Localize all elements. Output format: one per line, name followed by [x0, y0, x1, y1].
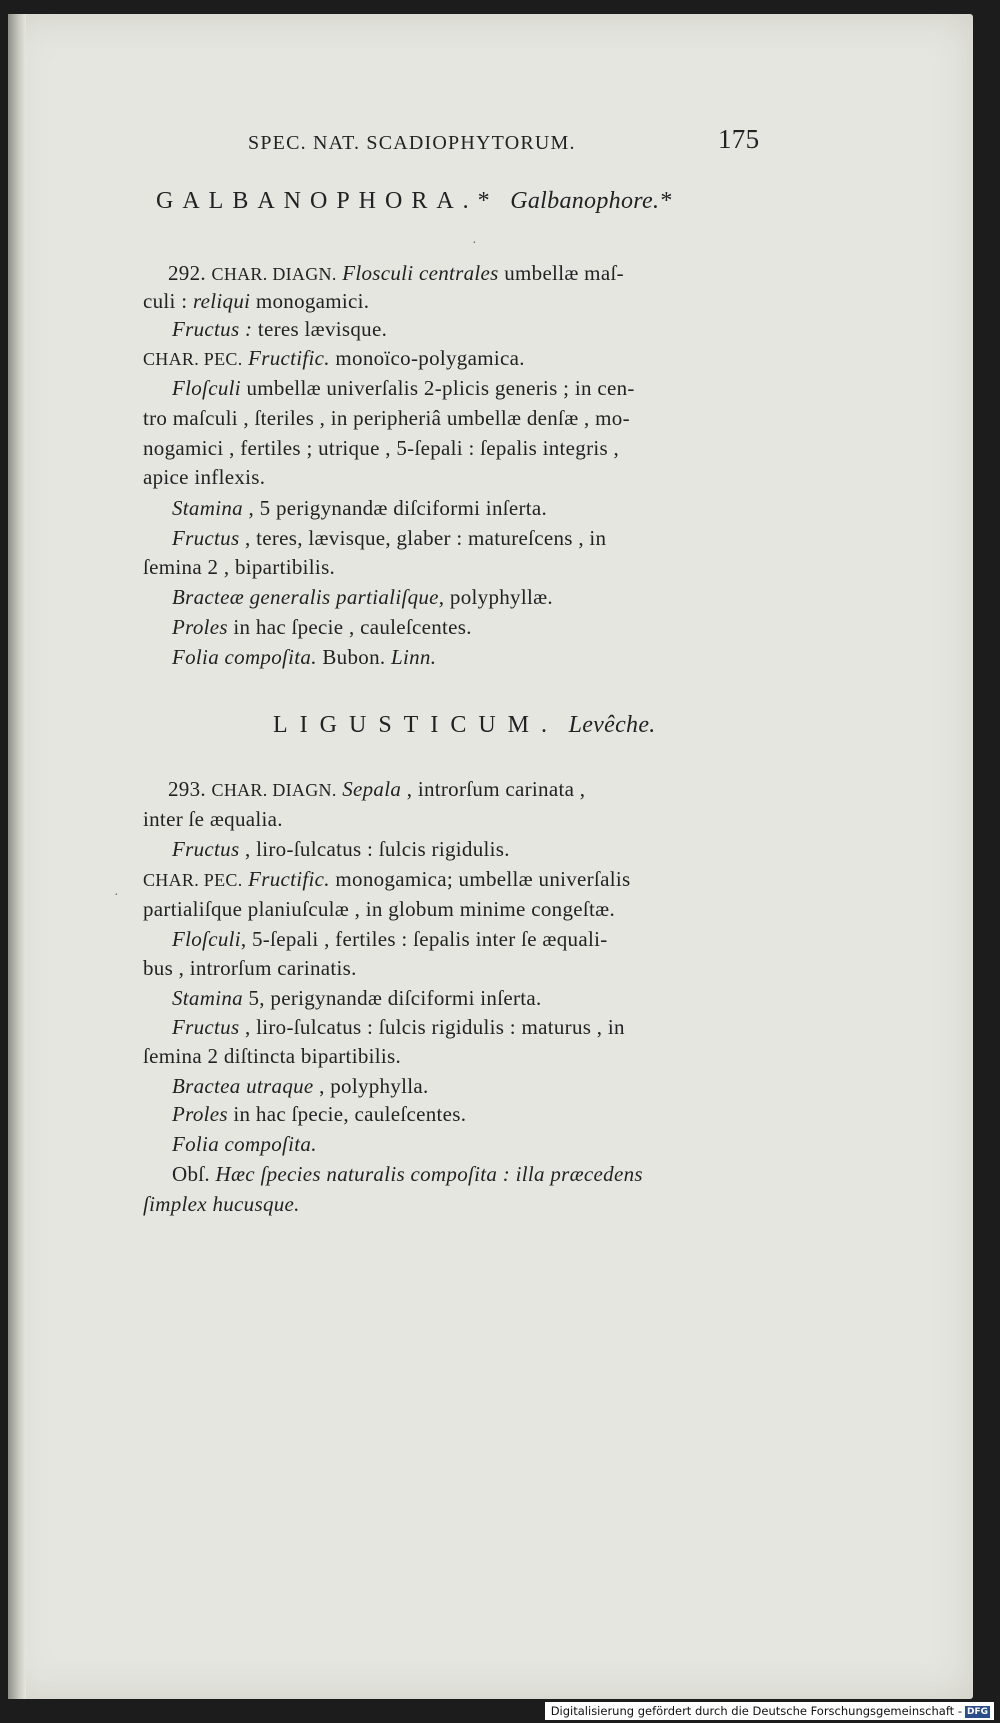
galb-line-4: CHAR. PEC. Fructific. monoïco-polygamica.	[143, 346, 525, 370]
dfg-logo: DFG	[966, 1706, 988, 1717]
lig-line-1: 293. CHAR. DIAGN. Sepala , introrſum carinata ,	[168, 777, 586, 801]
page-binding-edge	[8, 14, 26, 1699]
galb-line-5: Floſculi umbellæ univerſalis 2-plicis generis ; in cen-	[172, 376, 635, 400]
genus-french: Levêche.	[568, 712, 656, 738]
genus-latin: LIGUSTICUM.	[273, 712, 559, 738]
lig-line-2: inter ſe æqualia.	[143, 807, 283, 831]
lig-line-15: ſimplex hucusque.	[143, 1192, 300, 1216]
lig-line-7: bus , introrſum carinatis.	[143, 956, 357, 980]
lig-line-13: Folia compoſita.	[172, 1132, 317, 1156]
galb-line-13: Proles in hac ſpecie , cauleſcentes.	[172, 615, 472, 639]
stray-mark: ·	[114, 888, 119, 903]
galb-line-3: Fructus : teres lævisque.	[172, 317, 388, 341]
genus-heading-ligusticum	[273, 712, 656, 738]
lig-line-9: Fructus , liro-ſulcatus : ſulcis rigidulis : maturus , in	[172, 1015, 625, 1039]
lig-line-5: partialiſque planiuſculæ , in globum minime congeſtæ.	[143, 897, 615, 921]
galb-line-12: Bracteæ generalis partialiſque, polyphyllæ.	[172, 585, 553, 609]
galb-line-8: apice inflexis.	[143, 465, 266, 489]
footer-text: Digitalisierung gefördert durch die Deutsche Forschungsgemeinschaft -	[550, 1704, 962, 1718]
genus-french: Galbanophore.*	[510, 188, 672, 214]
lig-line-11: Bractea utraque , polyphylla.	[172, 1074, 429, 1098]
genus-heading-galbanophora	[156, 188, 672, 214]
galb-line-11: ſemina 2 , bipartibilis.	[143, 555, 336, 579]
stray-mark: ·	[472, 236, 477, 251]
galb-line-6: tro maſculi , ſteriles , in peripheriâ umbellæ denſæ , mo-	[143, 406, 630, 430]
page-number: 175	[718, 124, 760, 154]
running-title: SPEC. NAT. SCADIOPHYTORUM.	[248, 132, 576, 154]
lig-line-4: CHAR. PEC. Fructific. monogamica; umbellæ univerſalis	[143, 867, 631, 891]
galb-line-1: 292. CHAR. DIAGN. Flosculi centrales umbellæ maſ-	[168, 261, 624, 285]
lig-line-8: Stamina 5, perigynandæ diſciformi inſerta.	[172, 986, 542, 1010]
galb-line-2: culi : reliqui monogamici.	[143, 289, 370, 313]
lig-line-10: ſemina 2 diſtincta bipartibilis.	[143, 1044, 402, 1068]
galb-line-14: Folia compoſita. Bubon. Linn.	[172, 645, 437, 669]
galb-line-10: Fructus , teres, lævisque, glaber : matureſcens , in	[172, 526, 607, 550]
genus-latin: GALBANOPHORA.*	[156, 188, 499, 214]
digitization-footer	[545, 1702, 994, 1720]
lig-line-12: Proles in hac ſpecie, cauleſcentes.	[172, 1102, 467, 1126]
lig-line-14: Obſ. Hæc ſpecies naturalis compoſita : illa præcedens	[172, 1162, 643, 1186]
lig-line-6: Floſculi, 5-ſepali , fertiles : ſepalis inter ſe æquali-	[172, 927, 608, 951]
galb-line-7: nogamici , fertiles ; utrique , 5-ſepali : ſepalis integris ,	[143, 436, 620, 460]
lig-line-3: Fructus , liro-ſulcatus : ſulcis rigidulis.	[172, 837, 510, 861]
galb-line-9: Stamina , 5 perigynandæ diſciformi inſerta.	[172, 496, 548, 520]
